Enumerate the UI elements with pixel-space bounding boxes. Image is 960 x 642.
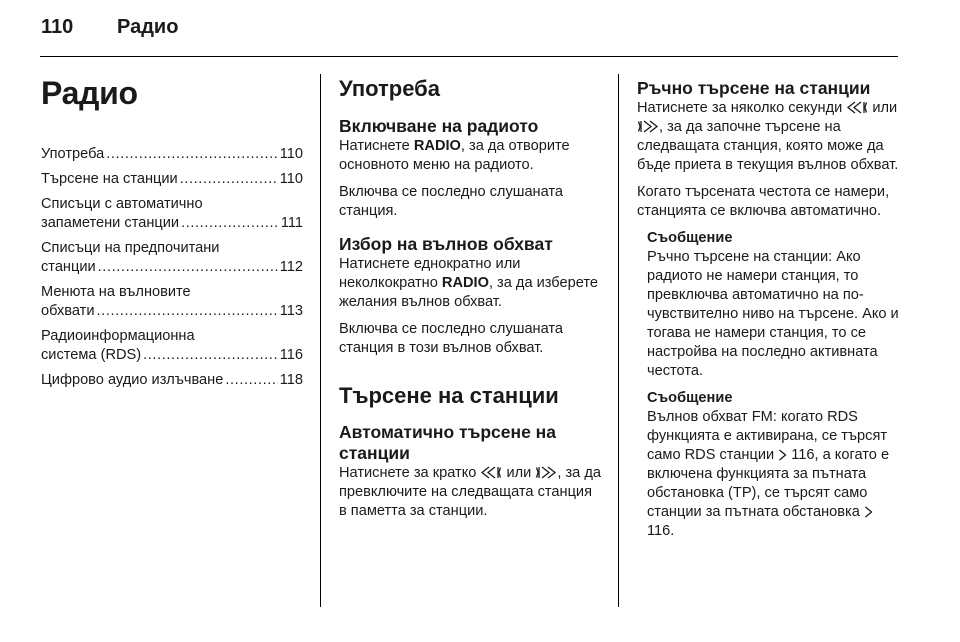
- toc-entry[interactable]: [41, 195, 303, 233]
- toc-entry-page: 110: [279, 171, 303, 187]
- paragraph: Включва се последно слушаната станция в този вълнов обхват.: [339, 321, 564, 356]
- header-divider: [40, 56, 898, 57]
- toc-entry[interactable]: [41, 327, 303, 365]
- toc-entry[interactable]: [41, 371, 303, 390]
- chapter-title: Радио: [41, 75, 138, 111]
- subheading-band-select: Избор на вълнов обхват: [339, 234, 553, 254]
- toc-leader: [143, 346, 278, 365]
- seek-back-icon: [480, 466, 502, 479]
- toc-entry-text: Търсене на станции: [41, 171, 178, 187]
- note-heading: Съобщение: [647, 390, 733, 406]
- toc-leader: [98, 258, 278, 277]
- toc-leader: [180, 170, 278, 189]
- cross-reference-arrow-icon: [778, 449, 787, 461]
- toc-entry[interactable]: [41, 170, 303, 189]
- radio-button-label: RADIO: [441, 275, 489, 291]
- paragraph: Натиснете еднократно или неколкократно RADIO, за да изберете желания вълнов обхват.: [339, 256, 598, 310]
- note-heading: Съобщение: [647, 230, 733, 246]
- page-reference-link[interactable]: 116: [791, 447, 815, 463]
- toc-entry[interactable]: [41, 283, 303, 321]
- toc-entry-line1: Радиоинформационна: [41, 328, 195, 344]
- paragraph: Натиснете за няколко секунди или , за да започне търсене на следващата станция, която може да бъде приета в текущия вълнов обхват.: [637, 100, 899, 173]
- toc-entry-text: станции: [41, 259, 96, 275]
- seek-back-icon: [846, 101, 868, 114]
- page-reference-link[interactable]: 116: [647, 523, 671, 539]
- column-divider-2: [618, 74, 619, 607]
- page-number: 110: [41, 16, 74, 38]
- running-header-title: Радио: [117, 16, 179, 38]
- column-divider-1: [320, 74, 321, 607]
- toc-entry-page: 111: [280, 215, 303, 231]
- toc-leader: [106, 145, 278, 164]
- section-heading-usage: Употреба: [339, 76, 441, 101]
- section-heading-station-search: Търсене на станции: [339, 383, 559, 408]
- toc-entry[interactable]: [41, 145, 303, 164]
- toc-entry-page: 116: [279, 347, 303, 363]
- toc-entry-page: 110: [279, 146, 303, 162]
- toc-leader: [181, 214, 279, 233]
- table-of-contents: [41, 145, 303, 390]
- toc-entry-line1: Списъци с автоматично: [41, 196, 203, 212]
- toc-entry-page: 112: [279, 259, 303, 275]
- note-text: Ръчно търсене на станции: Ако радиото не намери станция, то превключва автоматично на по-чувствително ниво на търсене. Ако и тогава не намери станция, то се настройва на последно активната честота.: [647, 249, 899, 379]
- toc-entry[interactable]: [41, 239, 303, 277]
- subheading-auto-search: Автоматично търсене на станции: [339, 422, 556, 463]
- seek-forward-icon: [535, 466, 557, 479]
- paragraph: Натиснете RADIO, за да отворите основното меню на радиото.: [339, 138, 570, 173]
- toc-entry-text: запаметени станции: [41, 215, 180, 231]
- column-toc: [41, 72, 303, 396]
- toc-leader: [97, 302, 278, 321]
- seek-forward-icon: [637, 120, 659, 133]
- radio-button-label: RADIO: [413, 138, 461, 154]
- toc-entry-text: Цифрово аудио излъчване: [41, 372, 224, 388]
- toc-entry-line1: Списъци на предпочитани: [41, 240, 220, 256]
- toc-entry-page: 113: [279, 303, 303, 319]
- toc-leader: [225, 371, 277, 390]
- note-box: [647, 229, 903, 541]
- toc-entry-page: 118: [279, 372, 303, 388]
- paragraph: Когато търсената честота се намери, станцията се включва автоматично.: [637, 184, 890, 219]
- subheading-radio-on: Включване на радиото: [339, 116, 539, 136]
- toc-entry-line1: Менюта на вълновите: [41, 284, 191, 300]
- toc-entry-text: Употреба: [41, 146, 105, 162]
- subheading-manual-search: Ръчно търсене на станции: [637, 78, 871, 98]
- toc-entry-text: система (RDS): [41, 347, 142, 363]
- column-manual-search: [637, 72, 903, 549]
- note-text: Вълнов обхват FM: когато RDS функцията е активирана, се търсят само RDS станции 116, а когато е включена функцията за пътната обстановка (TP), се търсят само станции за пътната обстановка 116.: [647, 409, 890, 539]
- paragraph: Включва се последно слушаната станция.: [339, 184, 564, 219]
- cross-reference-arrow-icon: [864, 506, 873, 518]
- toc-entry-text: обхвати: [41, 303, 95, 319]
- column-usage: [339, 72, 601, 529]
- paragraph: Натиснете за кратко или , за да превключите на следващата станция в паметта за станции.: [339, 465, 601, 519]
